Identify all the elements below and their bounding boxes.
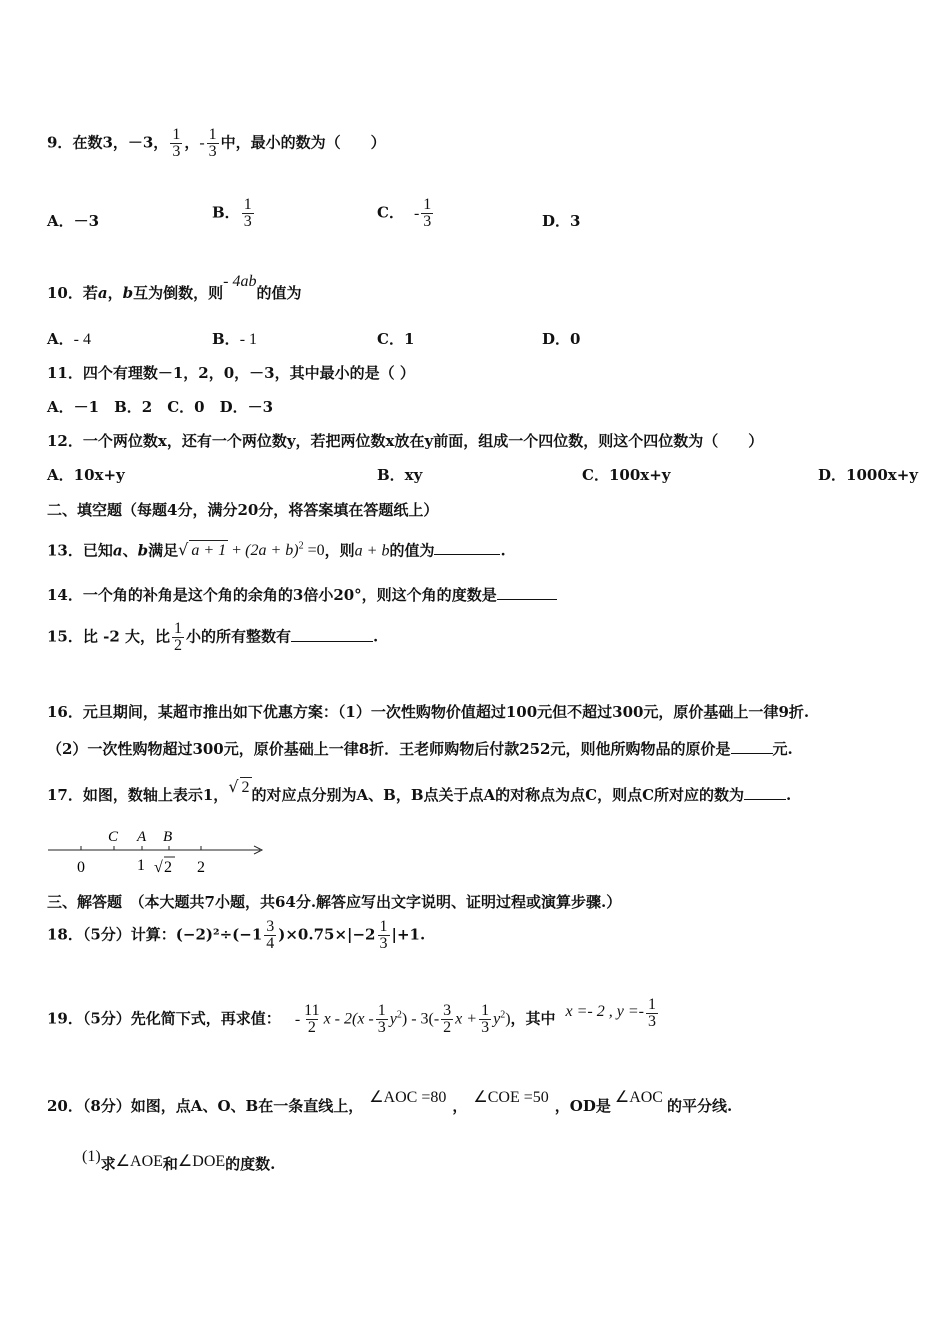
answer-blank (731, 739, 773, 754)
tick-label-0: 0 (77, 859, 85, 876)
tick-label-1: 1 (137, 857, 145, 874)
q17-stem: 17．如图，数轴上表示1，√ 2 的对应点分别为A、B，B点关于点A的对称点为点C，则点C所对应的数为 . (47, 777, 792, 804)
fraction: $\frac{1}{3}$ (172, 126, 181, 160)
q10-stem: 10．若a，b互为倒数，则- 4ab的值为 (47, 273, 302, 302)
q16-line2: （2）一次性购物超过300元，原价基础上一律8折．王老师购物后付款252元，则他所购物品的原价是 元. (47, 740, 793, 758)
q19-stem: 19．（5分）先化简下式，再求值： - $\frac{11}{2}$ x - 2(x - $\frac{1}{3}$ $y^2) - 3(-$ $\frac{3}{2}$ x + $\frac{1}{3}$ $y^2$)，其中 x =- 2 , y =- $\frac{1}{3}$ (47, 996, 656, 1036)
question-number: 9． (47, 133, 73, 152)
q10-option-d: D．0 (542, 330, 581, 348)
tick-label-2: 2 (197, 859, 205, 876)
q20-sub1: (1)求∠AOE和∠DOE的度数. (82, 1148, 276, 1173)
comma: ， (184, 133, 200, 152)
tick-label-sqrt2: 2 (164, 859, 172, 876)
q18-stem: 18．（5分）计算：(−2)²÷(−1 $\frac{3}{4}$ )×0.75×|−2 $\frac{1}{3}$ |+1. (47, 918, 426, 952)
q9-stem (47, 127, 386, 160)
minus-sign: - (199, 134, 205, 152)
q13-stem: 13．已知a、b满足√ $a + 1 + (2a + b)^2 =0$，则a + b的值为 . (47, 540, 506, 560)
q11-stem: 11．四个有理数－1，2，0，－3，其中最小的是（ ） (47, 364, 415, 382)
label-a: A (137, 829, 147, 845)
label-b: B (163, 829, 173, 845)
label-c: C (108, 829, 119, 845)
q10-option-a: A．- 4 (47, 330, 91, 348)
q9-option-d: D．3 (542, 212, 581, 230)
sqrt-sign: √ (178, 540, 189, 560)
q20-stem: 20．（8分）如图，点A、O、B在一条直线上， ∠AOC =80 ， ∠COE =50 ，OD是 ∠AOC 的平分线. (47, 1089, 733, 1115)
q12-option-d: D．1000x+y (818, 466, 918, 484)
answer-blank (497, 585, 557, 600)
section-heading-solutions: 三、解答题 （本大题共7小题，共64分.解答应写出文字说明、证明过程或演算步骤.） (47, 893, 622, 911)
q15-stem: 15．比 -2 大，比 $\frac{1}{2}$ 小的所有整数有 . (47, 620, 379, 654)
answer-blank (434, 540, 500, 555)
q11-options: A．－1 B．2 C．0 D．－3 (47, 398, 274, 416)
q12-option-a: A．10x+y (47, 466, 125, 484)
answer-blank (744, 785, 786, 800)
q16-line1: 16．元旦期间，某超市推出如下优惠方案：（1）一次性购物价值超过100元但不超过300元，原价基础上一律9折. (47, 703, 810, 721)
q9-text: 中，最小的数为（ ） (220, 133, 386, 152)
q12-option-c: C．100x+y (582, 466, 671, 484)
q9-option-c: C． - $\frac{1}{3}$ (377, 196, 432, 230)
q10-option-c: C．1 (377, 330, 415, 348)
section-heading-fill-in: 二、填空题（每题4分，满分20分，将答案填在答题纸上） (47, 501, 439, 519)
q9-option-a: A．－3 (47, 212, 100, 230)
q10-option-b: B．- 1 (212, 330, 258, 348)
answer-blank (291, 627, 373, 642)
q12-option-b: B．xy (377, 466, 423, 484)
q12-stem: 12．一个两位数x，还有一个两位数y，若把两位数x放在y前面，组成一个四位数，则这个四位数为（ ） (47, 432, 764, 450)
tick-label-sqrt-sign: √ (154, 859, 163, 876)
q9-option-b: B． $\frac{1}{3}$ (212, 196, 252, 230)
q10-expression: - 4ab (223, 273, 257, 290)
fraction: $\frac{1}{3}$ (208, 126, 217, 160)
number-line-figure (44, 822, 274, 878)
q9-text: 在数3，－3， (72, 133, 169, 152)
q14-stem: 14．一个角的补角是这个角的余角的3倍小20°，则这个角的度数是 (47, 585, 557, 605)
